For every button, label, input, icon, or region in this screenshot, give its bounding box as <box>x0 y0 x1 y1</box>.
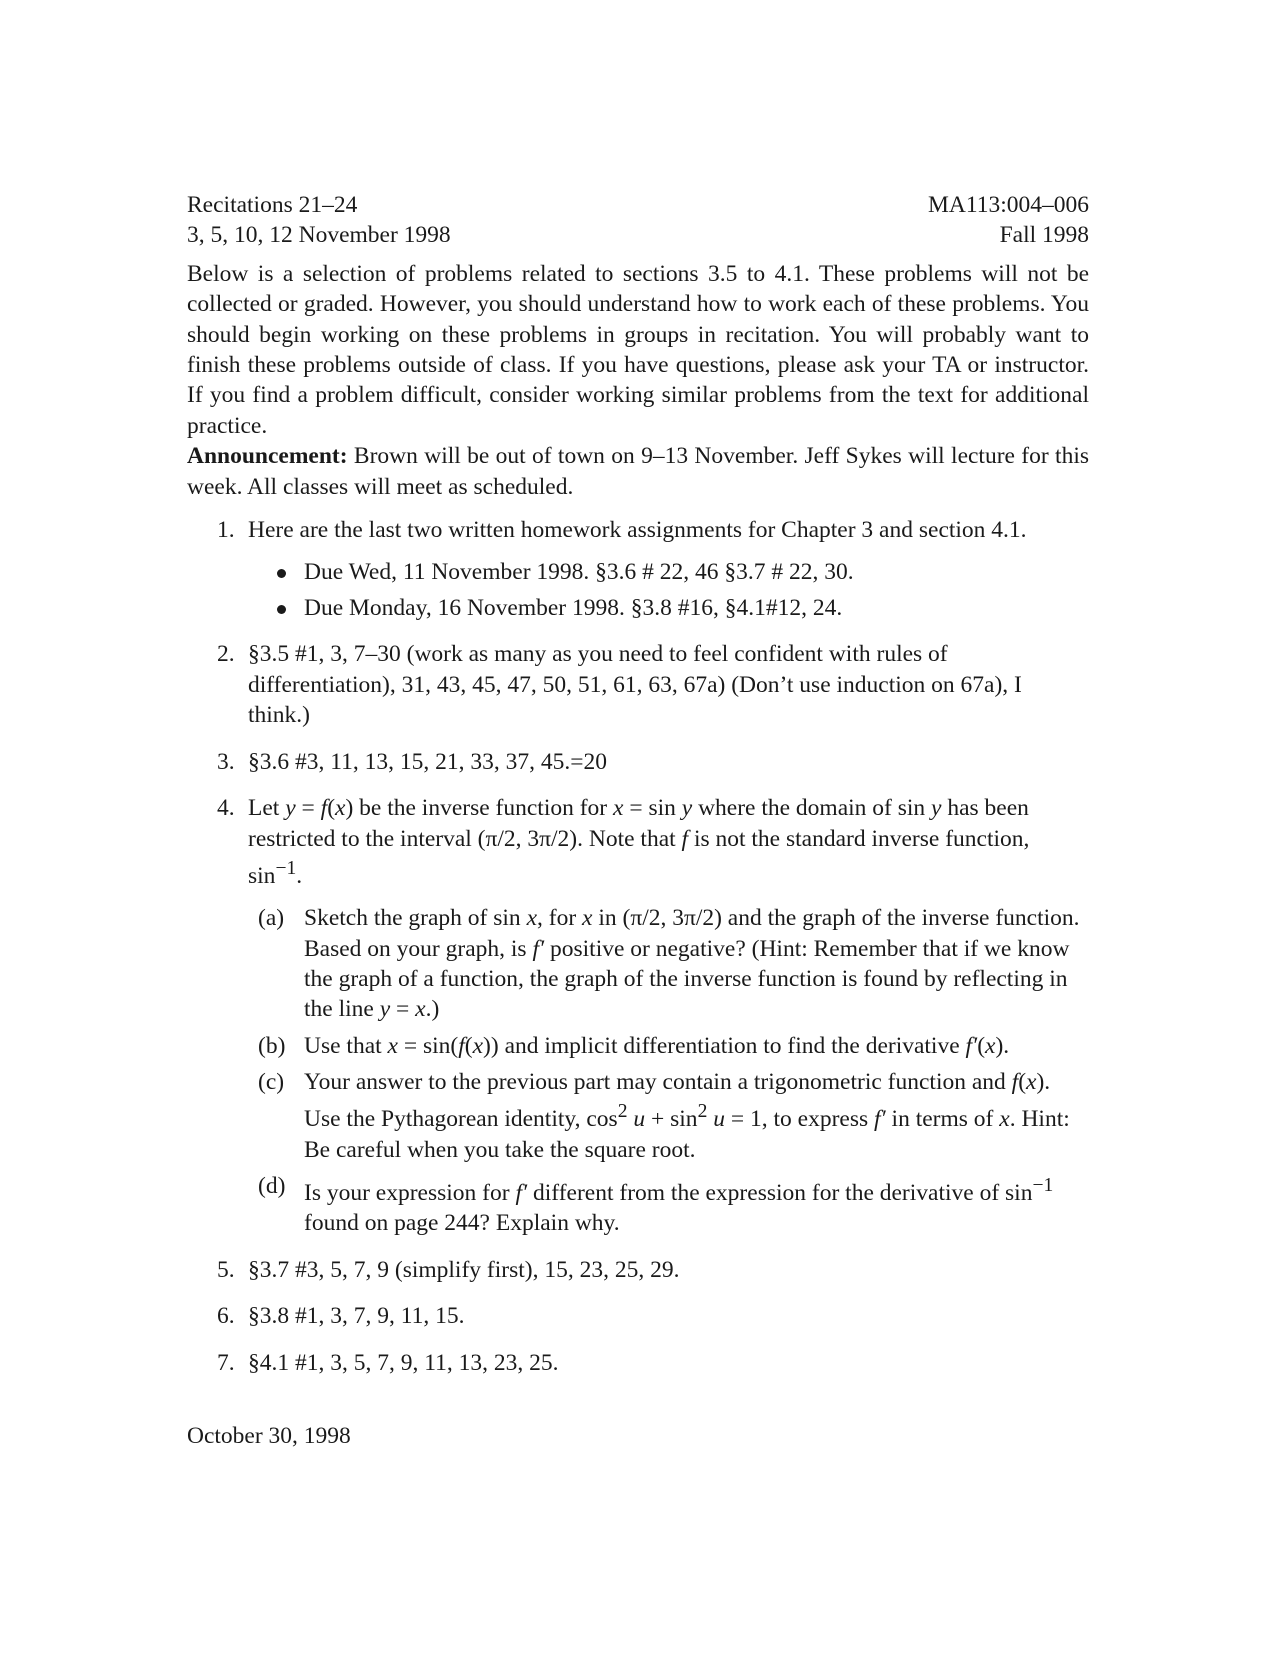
homework-list <box>248 557 1089 623</box>
problem-number: 2. <box>217 641 235 668</box>
subpart-text: Is your expression for f′ different from the expression for the derivative of $\sin^{-1}$ found on page 244? Explain why. <box>304 1175 1054 1237</box>
problem-1 <box>187 515 1089 623</box>
homework-item <box>248 593 1089 623</box>
subpart-text: Your answer to the previous part may contain a trigonometric function and f(x). Use the Pythagorean identity, $\cos^2 u + \sin^2 u = 1$, to express f′ in terms of x. Hint: Be careful when you take the square root. <box>304 1069 1070 1163</box>
subpart-label: (a) <box>258 905 285 932</box>
subpart-label: (b) <box>258 1032 286 1059</box>
subpart-text: Use that x = sin(f(x)) and implicit differentiation to find the derivative f′(x). <box>304 1032 1010 1059</box>
subpart-b <box>248 1031 1089 1061</box>
document-page <box>187 190 1089 1394</box>
bullet-icon <box>277 605 286 614</box>
subpart-text: Sketch the graph of sin x, for x in (π/2, 3π/2) and the graph of the inverse function. Based on your graph, is f′ positive or negative? (Hint: Remember that if we know the graph of a function, the graph of the inverse function is found by reflecting in the line y = x.) <box>304 905 1080 1023</box>
problem-text: Here are the last two written homework assignments for Chapter 3 and section 4.1. <box>248 517 1027 544</box>
subpart-c <box>248 1067 1089 1165</box>
recitation-dates: 3, 5, 10, 12 November 1998 <box>187 222 451 249</box>
homework-item-text: Due Wed, 11 November 1998. §3.6 # 22, 46 §3.7 # 22, 30. <box>304 559 854 586</box>
course-code: MA113:004–006 <box>927 192 1089 218</box>
problem-text: §3.8 #1, 3, 7, 9, 11, 15. <box>248 1303 465 1330</box>
problem-4 <box>187 793 1089 1239</box>
problem-text: Let y = f(x) be the inverse function for x = sin y where the domain of sin y has been restricted to the interval (π/2, 3π/2). Note that f is not the standard inverse function, $\sin^{-1}$. <box>248 795 1030 889</box>
problem-number: 7. <box>217 1349 235 1376</box>
footer-date: October 30, 1998 <box>187 1423 351 1449</box>
problem-number: 3. <box>217 748 235 775</box>
subpart-label: (d) <box>258 1173 286 1200</box>
bullet-icon <box>277 569 286 578</box>
problem-number: 4. <box>217 795 235 822</box>
homework-item <box>248 557 1089 587</box>
problem-3 <box>187 747 1089 777</box>
problem-number: 5. <box>217 1256 235 1283</box>
header-row-2 <box>187 220 1089 250</box>
recitations-title: Recitations 21–24 <box>187 192 358 218</box>
problem-5 <box>187 1255 1089 1285</box>
problem-7 <box>187 1348 1089 1378</box>
problem-text: §4.1 #1, 3, 5, 7, 9, 11, 13, 23, 25. <box>248 1349 559 1376</box>
intro-paragraph: Below is a selection of problems related to sections 3.5 to 4.1. These problems will not be collected or graded. However, you should understand how to work each of these problems. You should begin working on these problems in groups in recitation. You will probably want to finish these problems outside of class. If you have questions, please ask your TA or instructor. If you find a problem difficult, consider working similar problems from the text for additional practice. <box>187 260 1089 439</box>
subpart-label: (c) <box>258 1069 285 1096</box>
problem-text: §3.7 #3, 5, 7, 9 (simplify first), 15, 23, 25, 29. <box>248 1256 680 1283</box>
problem-text: §3.5 #1, 3, 7–30 (work as many as you need to feel confident with rules of differentiation), 31, 43, 45, 47, 50, 51, 61, 63, 67a) (Don’t use induction on 67a), I think.) <box>248 641 1022 729</box>
problem-list <box>187 515 1089 1378</box>
problem-6 <box>187 1301 1089 1331</box>
subpart-list <box>248 903 1089 1239</box>
semester: Fall 1998 <box>999 222 1089 249</box>
problem-number: 6. <box>217 1303 235 1330</box>
intro-section <box>187 259 1089 502</box>
announcement-label: Announcement: <box>187 443 348 470</box>
header-row-1 <box>187 190 1089 220</box>
problem-text: §3.6 #3, 11, 13, 15, 21, 33, 37, 45.=20 <box>248 748 608 775</box>
homework-item-text: Due Monday, 16 November 1998. §3.8 #16, §4.1#12, 24. <box>304 595 843 622</box>
announcement-text: Brown will be out of town on 9–13 November. Jeff Sykes will lecture for this week. All classes will meet as scheduled. <box>187 443 1089 500</box>
subpart-a <box>248 903 1089 1025</box>
problem-2 <box>187 639 1089 730</box>
subpart-d <box>248 1171 1089 1239</box>
problem-number: 1. <box>217 517 235 544</box>
announcement-paragraph <box>187 441 1089 502</box>
